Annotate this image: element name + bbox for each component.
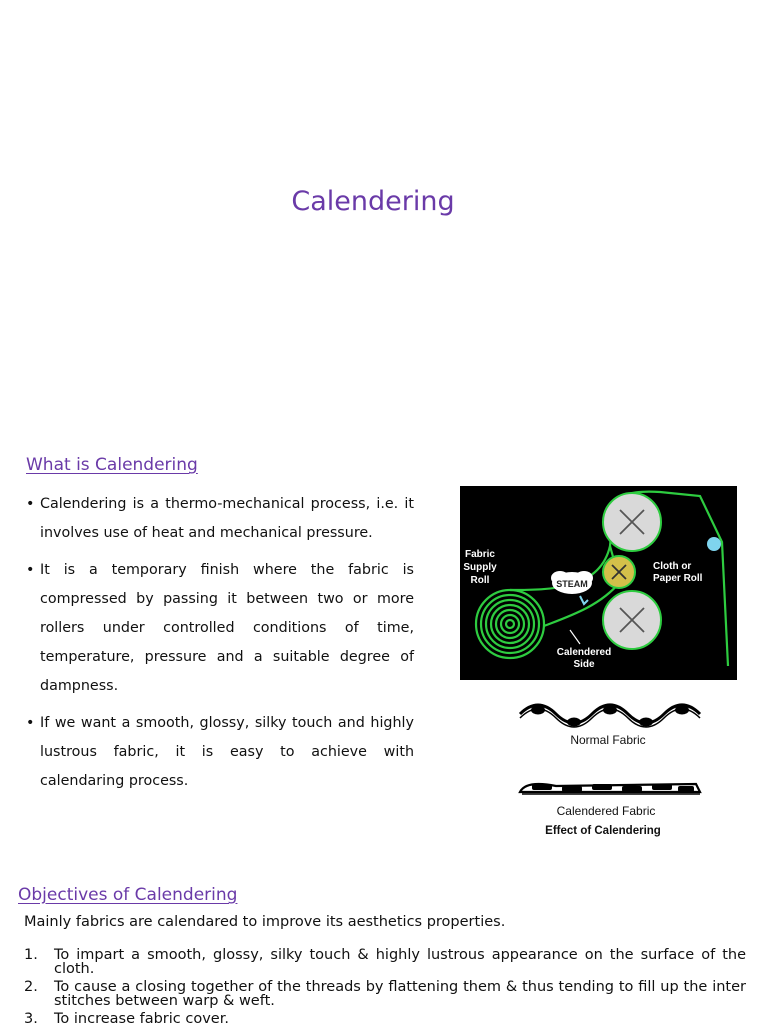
middle-roller-icon <box>603 556 635 588</box>
list-number: 3. <box>24 1011 38 1027</box>
list-item <box>24 948 746 976</box>
section-heading-objectives: Objectives of Calendering <box>18 885 238 905</box>
calendered-fabric-label: Calendered Fabric <box>556 804 656 818</box>
fabric-supply-label-1: Fabric <box>464 549 496 560</box>
calendering-diagram-svg <box>460 486 737 680</box>
calendered-pointer-line <box>570 630 580 644</box>
list-item-text: To impart a smooth, glossy, silky touch & highly lustrous appearance on the surface of the cloth. <box>54 947 746 977</box>
cloth-roll-label-1: Cloth or <box>653 561 692 572</box>
calendered-label-1: Calendered <box>556 647 612 658</box>
section-heading-what-is: What is Calendering <box>26 455 198 475</box>
cloth-roll-label-2: Paper Roll <box>653 573 703 584</box>
calendered-label-2: Side <box>573 659 595 670</box>
bullet-item: • If we want a smooth, glossy, silky touch and highly lustrous fabric, it is easy to achieve with calendaring process. <box>26 709 414 796</box>
fabric-supply-label-3: Roll <box>470 575 490 586</box>
list-number: 2. <box>24 979 38 995</box>
fabric-cross-section-svg <box>516 700 706 795</box>
normal-fabric-label: Normal Fabric <box>570 733 646 747</box>
bullet-item: • It is a temporary finish where the fabric is compressed by passing it between two or more rollers under controlled conditions of time, temperature, pressure and a suitable degree of dampness. <box>26 556 414 701</box>
list-item <box>24 980 746 1008</box>
objectives-list <box>24 948 746 1030</box>
list-item-text: To increase fabric cover. <box>54 1011 229 1027</box>
steam-cloud-icon <box>551 571 593 604</box>
bottom-roller-icon <box>603 591 661 649</box>
steam-label: STEAM <box>556 579 588 589</box>
calendering-diagram <box>460 486 737 680</box>
fabric-effect-figure <box>516 700 706 845</box>
definition-bullets <box>26 490 414 804</box>
guide-roller-icon <box>707 537 721 551</box>
bullet-item: • Calendering is a thermo-mechanical process, i.e. it involves use of heat and mechanical pressure. <box>26 490 414 548</box>
list-number: 1. <box>24 947 38 963</box>
top-roller-icon <box>603 493 661 551</box>
fabric-supply-label-2: Supply <box>463 562 497 573</box>
objectives-lead: Mainly fabrics are calendared to improve its aesthetics properties. <box>24 914 506 930</box>
fabric-supply-roll-icon <box>476 590 544 658</box>
figure-caption: Effect of Calendering <box>545 825 661 837</box>
page-title: Calendering <box>291 186 455 217</box>
list-item-text: To cause a closing together of the threads by flattening them & thus tending to fill up the inter stitches between warp & weft. <box>54 979 746 1009</box>
